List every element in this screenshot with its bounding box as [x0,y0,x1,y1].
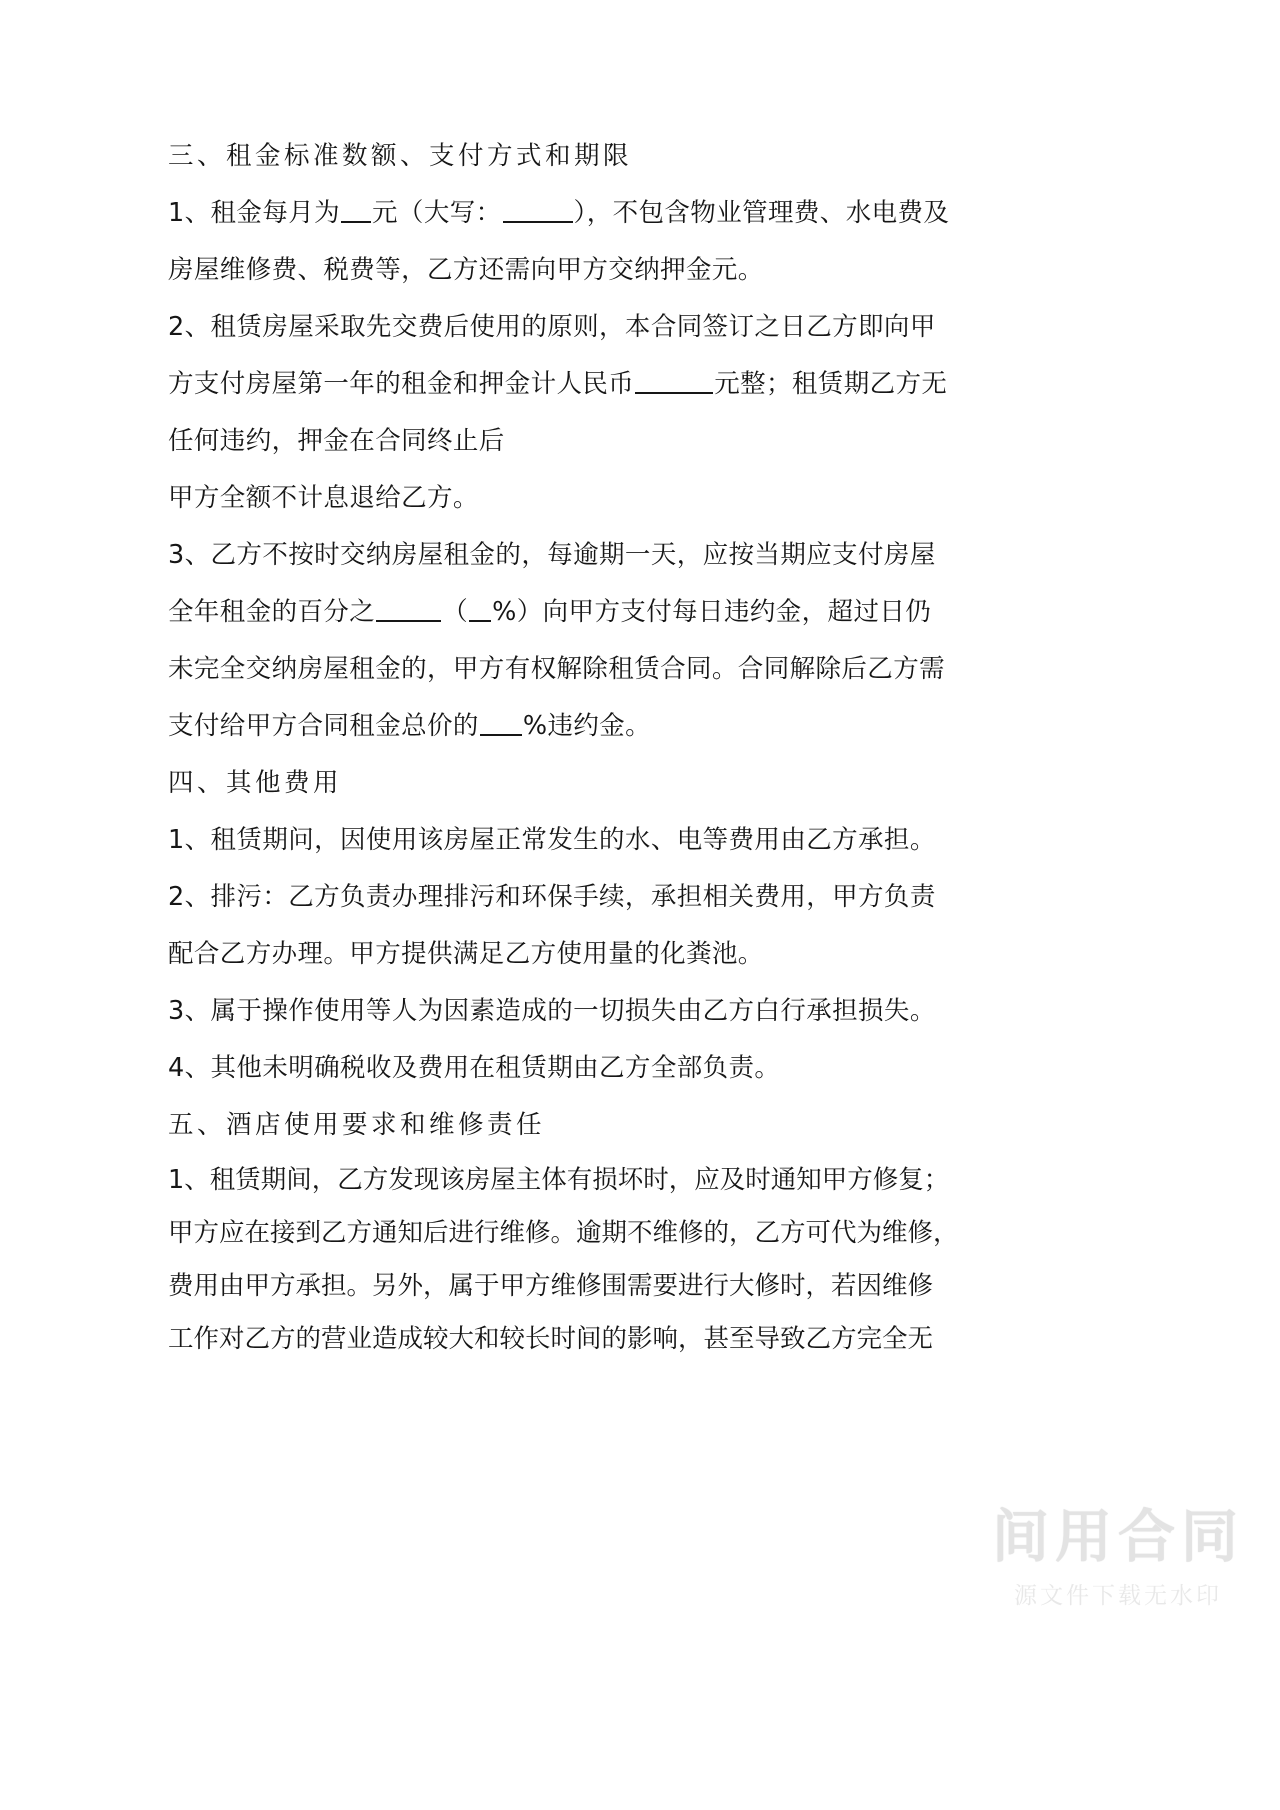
section-three-item-3-line-2 [168,584,958,641]
text-run: 3、乙方不按时交纳房屋租金的，每逾期一天，应按当期应支付房屋 [168,540,936,570]
section-five-item-1-line-2 [168,1207,958,1260]
watermark-sub-text: 源文件下载无水印 [1014,1583,1222,1609]
fill-in-blank[interactable] [376,593,441,622]
text-run: 1、租金每月为 [168,198,341,228]
text-run: 方支付房屋第一年的租金和押金计人民币 [168,369,635,399]
text-run: 1、租赁期间，乙方发现该房屋主体有损坏时，应及时通知甲方修复； [168,1165,950,1195]
document-body [168,128,958,1366]
text-run: 任何违约，押金在合同终止后 [168,426,505,456]
text-run: 未完全交纳房屋租金的，甲方有权解除租赁合同。合同解除后乙方需 [168,654,946,684]
section-three-item-3-line-1 [168,527,958,584]
text-run: 2、排污：乙方负责办理排污和环保手续，承担相关费用，甲方负责 [168,882,936,912]
text-run: 1、租赁期问，因使用该房屋正常发生的水、电等费用由乙方承担。 [168,825,936,855]
text-run: %）向甲方支付每日违约金，超过日仍 [492,597,932,627]
fill-in-blank[interactable] [341,194,371,223]
section-four-item-2-line-1 [168,869,958,926]
section-four-item-2-line-2 [168,926,958,983]
text-run: 支付给甲方合同租金总价的 [168,711,479,741]
text-run: 甲方全额不计息退给乙方。 [168,483,479,513]
text-run: 全年租金的百分之 [168,597,376,627]
text-run: 五、酒店使用要求和维修责任 [168,1110,546,1140]
text-run: 配合乙方办理。甲方提供满足乙方使用量的化粪池。 [168,939,764,969]
fill-in-blank[interactable] [503,194,573,223]
section-three-item-2-line-2 [168,356,958,413]
text-run: 三、租金标准数额、支付方式和期限 [168,141,633,171]
text-run: （ [442,597,469,627]
section-heading-five [168,1097,958,1154]
section-heading-four [168,755,958,812]
watermark [992,1504,1244,1610]
section-three-item-3-line-4 [168,698,958,755]
section-three-item-2-line-4 [168,470,958,527]
section-three-item-1-line-1 [168,185,958,242]
section-five-item-1-line-3 [168,1260,958,1313]
section-five-item-1-line-4 [168,1313,958,1366]
text-run: 四、其他费用 [168,768,343,798]
section-heading-three [168,128,958,185]
text-run: 元（大写： [372,198,502,228]
fill-in-blank[interactable] [469,593,491,622]
section-five-item-1-line-1 [168,1154,958,1207]
fill-in-blank[interactable] [480,707,522,736]
text-run: 甲方应在接到乙方通知后进行维修。逾期不维修的，乙方可代为维修， [168,1218,959,1248]
section-four-item-3 [168,983,958,1040]
fill-in-blank[interactable] [635,365,713,394]
text-run: %违约金。 [522,711,652,741]
section-three-item-2-line-3 [168,413,958,470]
section-four-item-1 [168,812,958,869]
text-run: 费用由甲方承担。另外，属于甲方维修围需要进行大修时，若因维修 [168,1271,934,1301]
text-run: 房屋维修费、税费等，乙方还需向甲方交纳押金元。 [168,255,764,285]
watermark-main-text: 间用合同 [992,1504,1244,1571]
section-four-item-4 [168,1040,958,1097]
section-three-item-1-line-2 [168,242,958,299]
text-run: 元整；租赁期乙方无 [714,369,948,399]
text-run: 工作对乙方的营业造成较大和较长时间的影响，甚至导致乙方完全无 [168,1324,934,1354]
text-run: 2、租赁房屋采取先交费后使用的原则，本合同签订之日乙方即向甲 [168,312,936,342]
text-run: ），不包含物业管理费、水电费及 [573,198,950,228]
section-three-item-2-line-1 [168,299,958,356]
text-run: 3、属于操作使用等人为因素造成的一切损失由乙方白行承担损失。 [168,996,936,1026]
text-run: 4、其他未明确税收及费用在租赁期由乙方全部负责。 [168,1053,781,1083]
section-three-item-3-line-3 [168,641,958,698]
